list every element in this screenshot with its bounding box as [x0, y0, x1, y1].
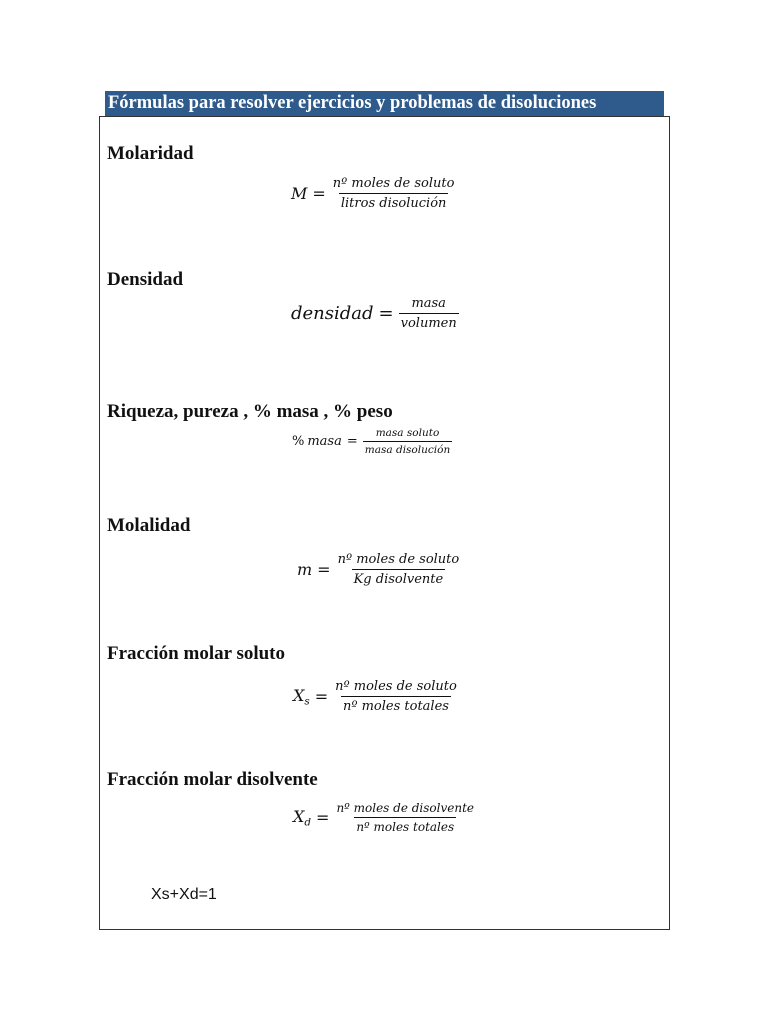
denominator: nº moles totales [341, 696, 451, 714]
formula-densidad [291, 296, 459, 331]
equals-sign: = [312, 184, 326, 203]
equals-sign: = [317, 560, 331, 579]
formula-fraccion-soluto [293, 679, 459, 714]
fraction [334, 801, 476, 834]
formula-lhs: m [297, 560, 313, 579]
equals-sign: = [378, 303, 394, 324]
fraction [399, 296, 459, 331]
heading-molalidad: Molalidad [107, 515, 191, 536]
equals-sign: = [316, 808, 330, 827]
variable: X [293, 685, 305, 705]
sum-equation: Xs+Xd=1 [151, 886, 217, 903]
formula-lhs: M [291, 184, 308, 203]
denominator: volumen [399, 313, 459, 331]
formula-lhs: masa [307, 434, 342, 449]
equals-sign: = [346, 434, 358, 449]
formula-fraccion-disolvente [293, 801, 476, 834]
formula-lhs: densidad [291, 303, 374, 324]
numerator: nº moles de disolvente [336, 801, 475, 815]
denominator: nº moles totales [354, 817, 456, 834]
heading-fraccion-soluto: Fracción molar soluto [107, 643, 286, 664]
numerator: nº moles de soluto [335, 679, 457, 694]
numerator: masa soluto [375, 427, 440, 439]
numerator: nº moles de soluto [337, 552, 460, 567]
subscript: d [304, 816, 312, 829]
fraction [331, 176, 457, 211]
fraction [336, 552, 462, 587]
heading-riqueza: Riqueza, pureza , % masa , % peso [107, 401, 393, 422]
denominator: litros disolución [339, 193, 449, 211]
equals-sign: = [314, 687, 329, 706]
heading-densidad: Densidad [107, 269, 184, 290]
percent-symbol: % [292, 434, 305, 449]
heading-molaridad: Molaridad [107, 143, 194, 164]
formula-lhs [293, 686, 315, 708]
fraction [363, 427, 452, 456]
numerator: masa [411, 296, 446, 311]
subscript: s [304, 695, 310, 708]
fraction [333, 679, 459, 714]
formula-molalidad [297, 552, 461, 587]
formula-molaridad [291, 176, 456, 211]
denominator: masa disolución [363, 441, 452, 456]
formula-lhs [293, 807, 316, 829]
variable: X [293, 806, 305, 826]
denominator: Kg disolvente [352, 569, 446, 587]
formula-riqueza [292, 427, 452, 456]
heading-fraccion-disolvente: Fracción molar disolvente [107, 769, 318, 790]
numerator: nº moles de soluto [332, 176, 455, 191]
document-title: Fórmulas para resolver ejercicios y problemas de disoluciones [105, 91, 664, 116]
